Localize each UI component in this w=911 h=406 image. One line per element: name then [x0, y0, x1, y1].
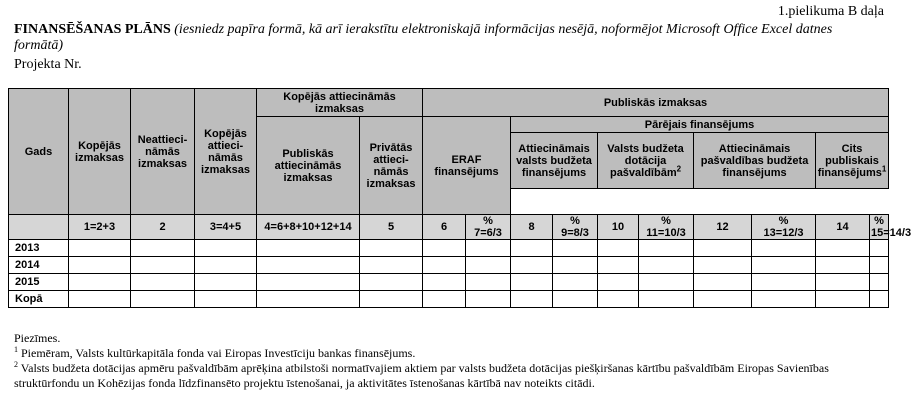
- header-erdf: ERAF finansējums: [423, 117, 511, 215]
- header-group-public: Publiskās izmaksas: [423, 89, 889, 117]
- num-cell: 14: [816, 215, 870, 240]
- data-cell[interactable]: [752, 240, 816, 257]
- header-state-grant: [598, 133, 694, 189]
- data-cell[interactable]: [466, 240, 511, 257]
- data-cell[interactable]: [466, 291, 511, 308]
- data-cell[interactable]: [816, 274, 870, 291]
- data-cell[interactable]: [816, 257, 870, 274]
- table-row: [9, 240, 889, 257]
- data-cell[interactable]: [870, 274, 889, 291]
- data-cell[interactable]: [423, 240, 466, 257]
- data-cell[interactable]: [195, 274, 257, 291]
- data-cell[interactable]: [257, 240, 360, 257]
- financing-plan-table: [8, 88, 911, 308]
- num-cell: 12: [694, 215, 752, 240]
- form-subtitle: (iesniedz papīra formā, kā arī ierakstītu elektroniskajā informācijas nesējā, noformējot Microsoft Office Excel datnes formātā): [14, 22, 833, 53]
- notes-section: [14, 331, 894, 391]
- data-cell[interactable]: [553, 257, 598, 274]
- data-cell[interactable]: [694, 257, 752, 274]
- data-cell[interactable]: [870, 257, 889, 274]
- data-cell[interactable]: [131, 240, 195, 257]
- data-cell[interactable]: [69, 291, 131, 308]
- data-cell[interactable]: [752, 257, 816, 274]
- header-private-eligible: Privātās attieci-nāmās izmaksas: [360, 117, 423, 215]
- data-cell[interactable]: [639, 240, 694, 257]
- footnote-2: [14, 361, 894, 391]
- row-label: 2014: [9, 257, 69, 274]
- num-cell: % 7=6/3: [466, 215, 511, 240]
- table-row: [9, 257, 889, 274]
- header-total-eligible-costs: Kopējās attieci-nāmās izmaksas: [195, 89, 257, 215]
- footnote-1-text: Piemēram, Valsts kultūrkapitāla fonda vai Eiropas Investīciju bankas finansējums.: [18, 346, 416, 360]
- data-cell[interactable]: [195, 240, 257, 257]
- data-cell[interactable]: [423, 257, 466, 274]
- data-cell[interactable]: [131, 291, 195, 308]
- data-cell[interactable]: [598, 274, 639, 291]
- num-cell: 10: [598, 215, 639, 240]
- notes-label: Piezīmes.: [14, 331, 61, 345]
- data-cell[interactable]: [360, 257, 423, 274]
- form-title: FINANSĒŠANAS PLĀNS: [14, 22, 171, 37]
- data-cell[interactable]: [752, 274, 816, 291]
- footnote-1: [14, 346, 894, 361]
- footnote-2-text: Valsts budžeta dotācijas apmēru pašvaldībām aprēķina atbilstoši normatīvajiem aktiem par valsts budžeta dotācijas piešķiršanas kārtību pašvaldībām Eiropas Savienības struktūrfondu un Kohēzijas fonda līdzfinansēto projektu īstenošanai, ja aktivitātes īstenošanas kārtībā nav noteikts citādi.: [14, 361, 829, 390]
- data-cell[interactable]: [131, 274, 195, 291]
- data-cell[interactable]: [598, 240, 639, 257]
- table-row: [9, 274, 889, 291]
- data-cell[interactable]: [553, 240, 598, 257]
- header-public-eligible: Publiskās attiecināmās izmaksas: [257, 117, 360, 215]
- num-cell: % 11=10/3: [639, 215, 694, 240]
- data-cell[interactable]: [816, 291, 870, 308]
- header-other-public-label: Cits publiskais finansējums: [817, 142, 882, 179]
- column-number-row: [9, 215, 889, 240]
- num-cell: % 15=14/3: [871, 215, 911, 239]
- row-label: Kopā: [9, 291, 69, 308]
- num-cell: 5: [360, 215, 423, 240]
- row-label: 2015: [9, 274, 69, 291]
- header-municipal-budget: Attiecināmais pašvaldības budžeta finansējums: [694, 133, 816, 189]
- data-cell[interactable]: [423, 274, 466, 291]
- data-cell[interactable]: [639, 274, 694, 291]
- data-cell[interactable]: [752, 291, 816, 308]
- num-cell-year: [9, 215, 69, 240]
- data-cell[interactable]: [511, 240, 553, 257]
- data-cell[interactable]: [69, 274, 131, 291]
- data-cell[interactable]: [131, 257, 195, 274]
- data-cell[interactable]: [598, 291, 639, 308]
- num-cell: 1=2+3: [69, 215, 131, 240]
- footnote-ref-1: 1: [881, 163, 887, 173]
- project-number-label: Projekta Nr.: [14, 57, 82, 72]
- data-cell[interactable]: [816, 240, 870, 257]
- data-cell[interactable]: [360, 291, 423, 308]
- footnote-1-marker: 1: [14, 345, 18, 354]
- footnote-2-marker: 2: [14, 360, 18, 369]
- data-cell[interactable]: [694, 240, 752, 257]
- data-cell[interactable]: [195, 291, 257, 308]
- row-label: 2013: [9, 240, 69, 257]
- data-cell[interactable]: [553, 274, 598, 291]
- appendix-label: 1.pielikuma B daļa: [777, 4, 884, 19]
- footnote-ref-2: 2: [676, 163, 682, 173]
- data-cell[interactable]: [360, 274, 423, 291]
- num-cell: 6: [423, 215, 466, 240]
- header-total-costs: Kopējās izmaksas: [69, 89, 131, 215]
- data-cell[interactable]: [69, 257, 131, 274]
- data-cell[interactable]: [257, 257, 360, 274]
- data-cell[interactable]: [69, 240, 131, 257]
- data-cell[interactable]: [257, 274, 360, 291]
- data-cell[interactable]: [639, 257, 694, 274]
- data-cell[interactable]: [511, 291, 553, 308]
- data-cell[interactable]: [870, 291, 889, 308]
- num-cell: % 9=8/3: [553, 215, 598, 240]
- header-state-budget: Attiecināmais valsts budžeta finansējums: [511, 133, 598, 189]
- num-cell: 3=4+5: [195, 215, 257, 240]
- header-year: Gads: [9, 89, 69, 215]
- num-cell: 2: [131, 215, 195, 240]
- data-cell[interactable]: [694, 274, 752, 291]
- num-cell: 8: [511, 215, 553, 240]
- data-cell[interactable]: [257, 291, 360, 308]
- data-cell[interactable]: [598, 257, 639, 274]
- data-cell[interactable]: [360, 240, 423, 257]
- header-other-public: [816, 133, 889, 189]
- data-cell[interactable]: [870, 240, 889, 257]
- data-cell[interactable]: [553, 291, 598, 308]
- table-row-total: [9, 291, 889, 308]
- num-cell: % 13=12/3: [752, 215, 816, 240]
- header-group-total-eligible: Kopējās attiecināmās izmaksas: [257, 89, 423, 117]
- num-cell: 4=6+8+10+12+14: [257, 215, 360, 240]
- data-cell[interactable]: [423, 291, 466, 308]
- header-state-grant-label: Valsts budžeta dotācija pašvaldībām: [607, 142, 684, 179]
- data-cell[interactable]: [466, 257, 511, 274]
- data-cell[interactable]: [466, 274, 511, 291]
- data-cell[interactable]: [511, 257, 553, 274]
- data-cell[interactable]: [511, 274, 553, 291]
- data-cell[interactable]: [639, 291, 694, 308]
- header-ineligible-costs: Neattieci-nāmās izmaksas: [131, 89, 195, 215]
- data-cell[interactable]: [694, 291, 752, 308]
- header-group-other: Pārējais finansējums: [511, 117, 889, 133]
- form-heading: [14, 22, 874, 54]
- data-cell[interactable]: [195, 257, 257, 274]
